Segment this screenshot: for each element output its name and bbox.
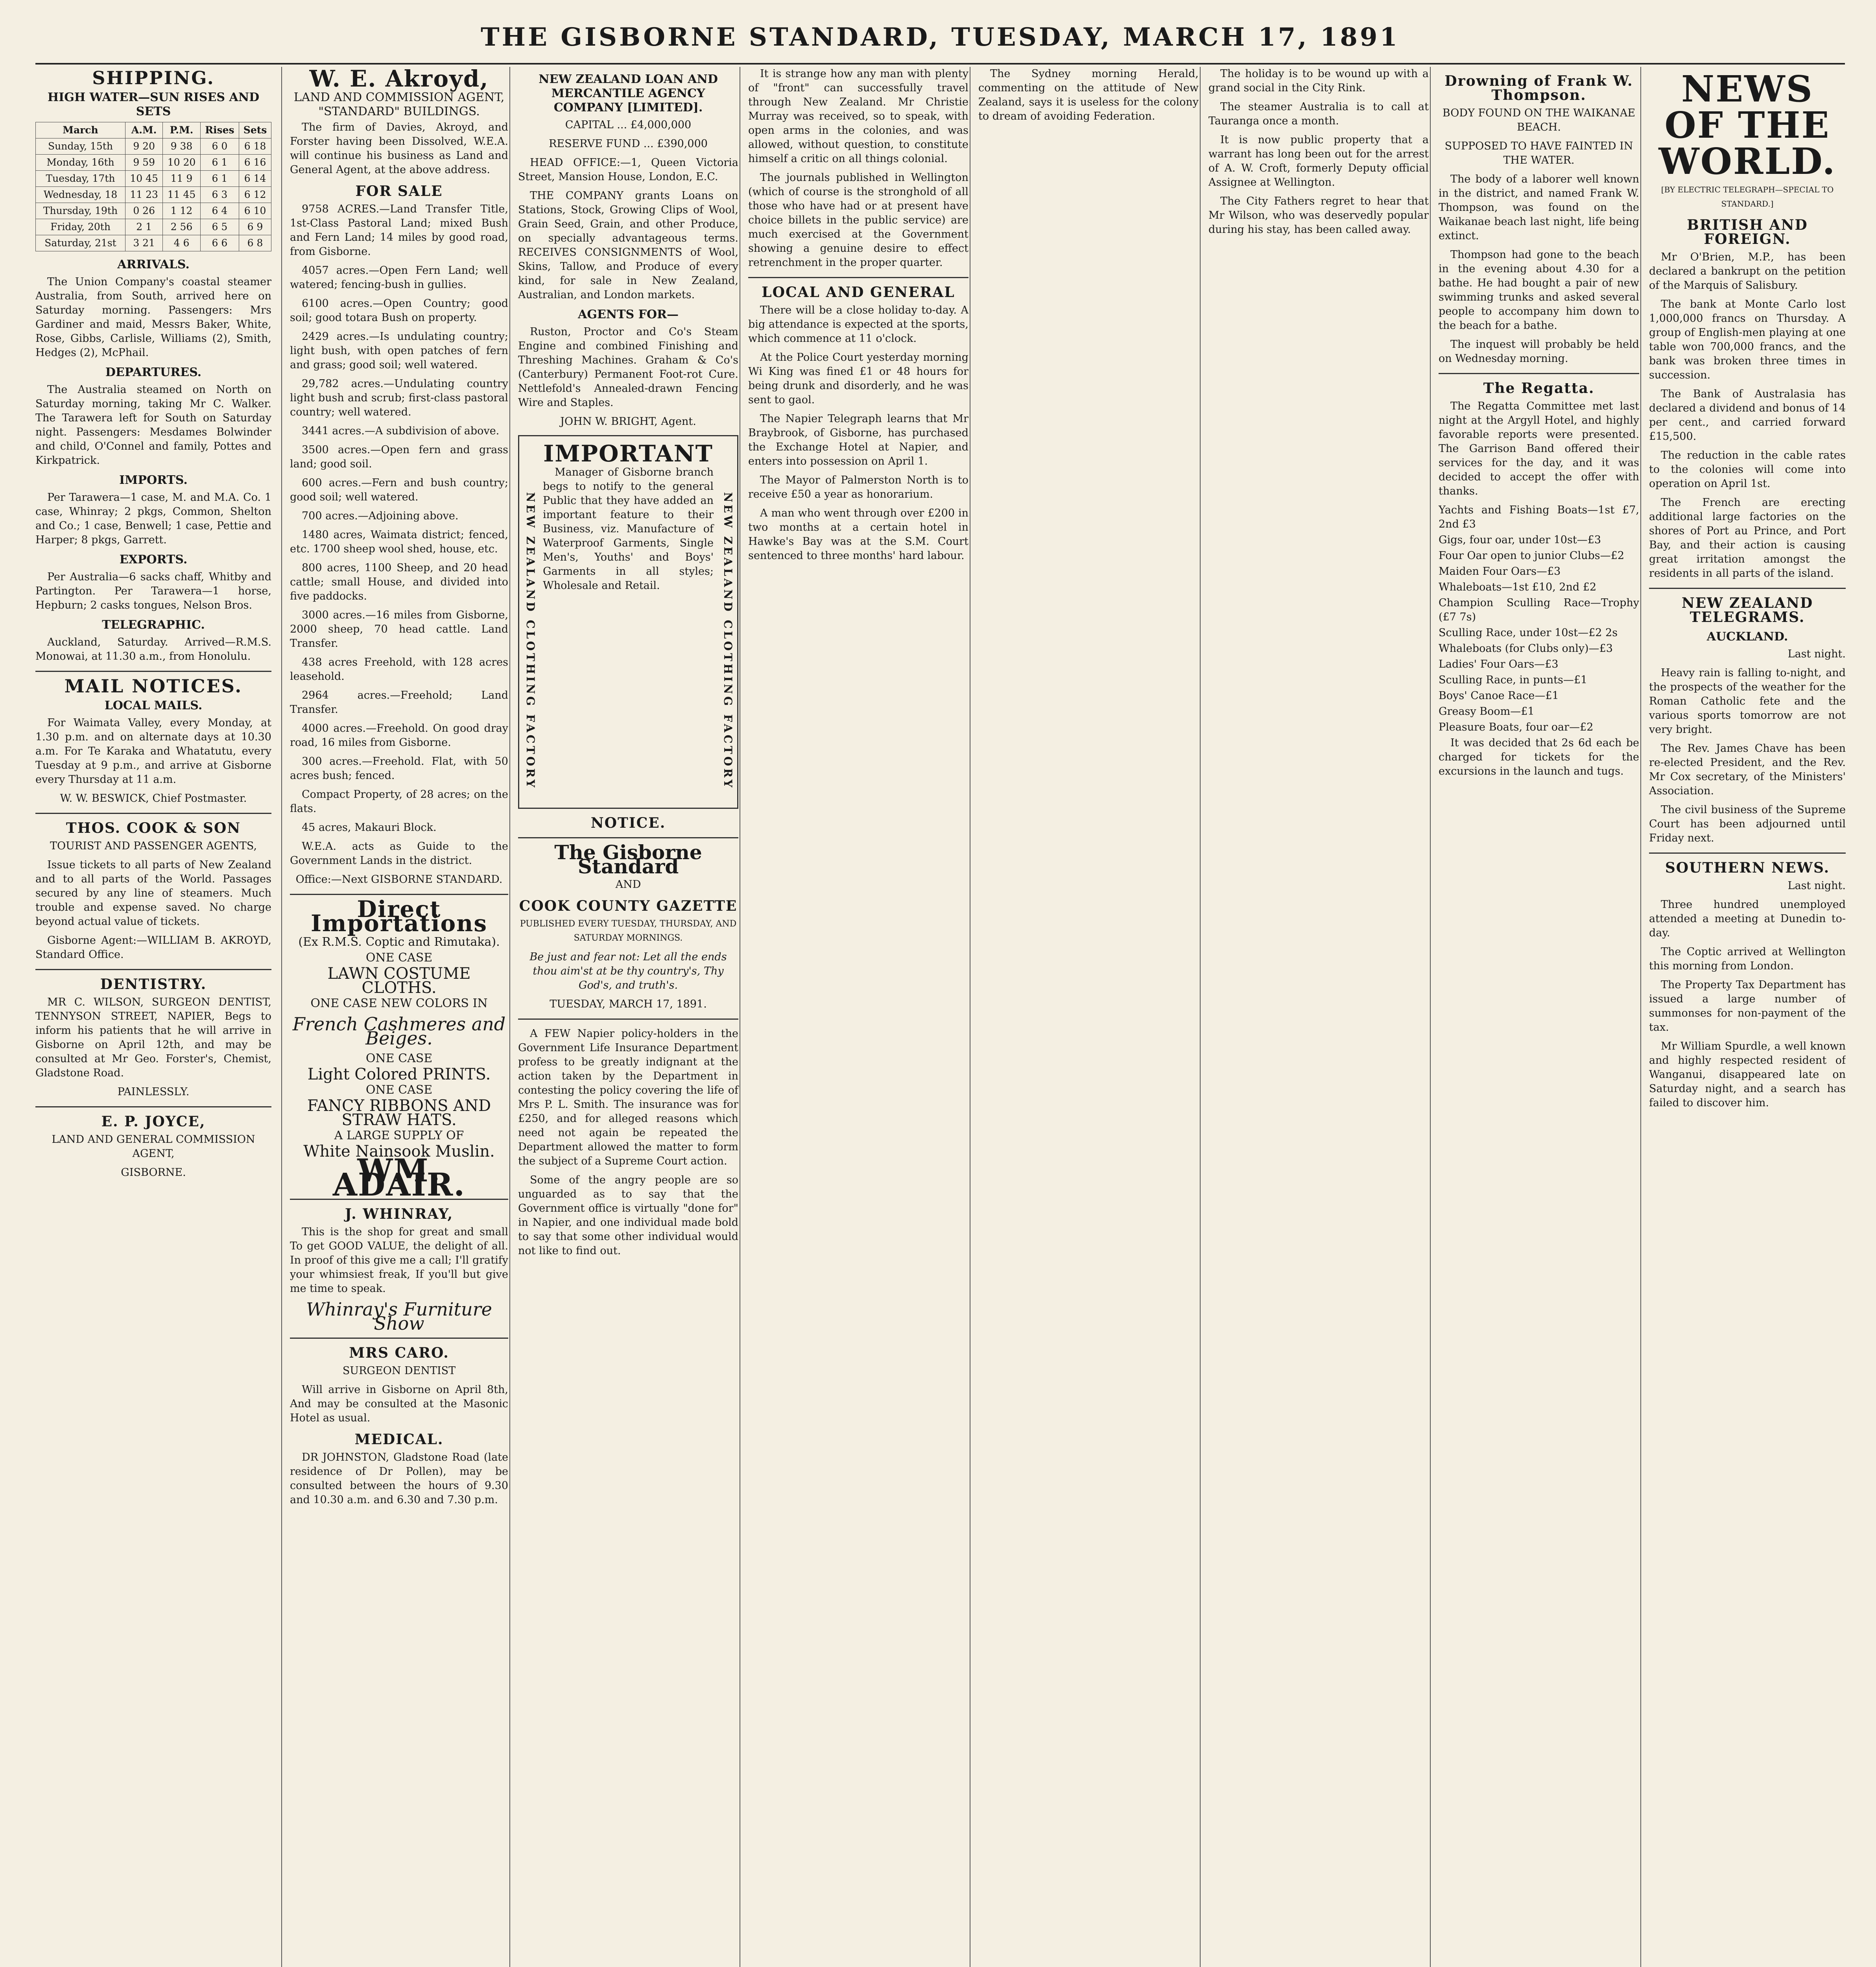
loan-heading: NEW ZEALAND LOAN AND MERCANTILE AGENCY COMPANY [LIMITED]. (539, 72, 718, 114)
tides-row (36, 138, 271, 155)
auckland-date: Last night. (1787, 648, 1846, 660)
loan-text: THE COMPANY grants Loans on Stations, Stock, Growing Clips of Wool, Grain Seed, Grain, and other Produce, on specially advantageous terms. RECEIVES CONSIGNMENTS of Wool, Skins, Tallow, and Produce of every kind, for sale in New Zealand, Australian, and London markets. (518, 190, 738, 301)
caro-heading: MRS CARO. (349, 1345, 449, 1361)
divider (35, 671, 271, 672)
sale-listing: 2964 acres.—Freehold; Land Transfer. (290, 689, 508, 716)
sale-listing: 45 acres, Makauri Block. (302, 821, 437, 834)
mail-sub: LOCAL MAILS. (104, 699, 203, 712)
merchant-name: WM. ADAIR. (332, 1152, 466, 1203)
joyce-heading: E. P. JOYCE, (101, 1113, 206, 1130)
local-item: The Mayor of Palmerston North is to receive £50 a year as honorarium. (748, 474, 968, 500)
tides-cell: Saturday, 21st (36, 235, 125, 251)
divider (290, 894, 508, 895)
tides-cell: Wednesday, 18 (36, 187, 125, 203)
column-6 (1200, 67, 1437, 1967)
whinray-tag: Whinray's Furniture Show (306, 1299, 492, 1334)
importations-line: Light Colored PRINTS. (307, 1065, 491, 1083)
importations-line: ONE CASE (365, 951, 433, 965)
tides-cell: 9 38 (163, 138, 200, 155)
british-item: The reduction in the cable rates to the colonies will come into operation on April 1st. (1649, 449, 1846, 490)
british-item: The bank at Monte Carlo lost 1,000,000 francs on Thursday. A group of English-men playing at one table won 700,000 francs, and the bank was broken three times in succession. (1649, 298, 1846, 381)
british-heading: BRITISH AND FOREIGN. (1687, 217, 1808, 247)
cook-text: Issue tickets to all parts of New Zealand and to all parts of the World. Passages secured by any line of steamers. Much trouble and expense saved. No charge beyond actual value of tickets. (35, 859, 271, 928)
exports-text: Per Australia—6 sacks chaff, Whitby and Partington. Per Tarawera—1 horse, Hepburn; 2 casks tongues, Nelson Bros. (35, 571, 271, 611)
regatta-prize: Gigs, four oar, under 10st—£3 (1439, 534, 1601, 546)
tides-col: Rises (200, 122, 239, 138)
tides-row (36, 187, 271, 203)
for-sale-heading: FOR SALE (355, 183, 443, 199)
tides-row (36, 155, 271, 171)
drowning-paragraph: The inquest will probably be held on Wednesday morning. (1439, 338, 1639, 365)
divider (290, 1338, 508, 1339)
local-item: At the Police Court yesterday morning Wi King was fined £1 or 48 hours for being drunk and disorderly, and he was sent to gaol. (748, 351, 968, 406)
agents-heading: AGENTS FOR— (578, 308, 679, 321)
tides-col: Sets (239, 122, 271, 138)
medical-text: DR JOHNSTON, Gladstone Road (late residence of Dr Pollen), may be consulted between the hours of 9.30 and 10.30 a.m. and 6.30 and 7.30 p.m. (290, 1451, 508, 1506)
sale-listing: 600 acres.—Fern and bush country; good soil; well watered. (290, 477, 508, 503)
imports-heading: IMPORTS. (119, 473, 188, 487)
southern-item: Mr William Spurdle, a well known and highly respected resident of Wanganui, disappeared late on Saturday night, and a search has failed to discover him. (1649, 1040, 1846, 1109)
sale-listing: 438 acres Freehold, with 128 acres leasehold. (290, 656, 508, 683)
standard-and: AND (615, 878, 641, 891)
tides-col: March (36, 122, 125, 138)
loan-capital: CAPITAL ... £4,000,000 (565, 119, 692, 131)
southern-date: Last night. (1787, 880, 1846, 892)
regatta-prize: Ladies' Four Oars—£3 (1439, 658, 1559, 670)
regatta-prizes (1439, 503, 1639, 734)
sale-listing: 4057 acres.—Open Fern Land; well watered; fencing-bush in gullies. (290, 264, 508, 291)
mail-text: For Waimata Valley, every Monday, at 1.30 p.m. and on alternate days at 10.30 a.m. For Te Karaka and Whatatutu, every Tuesday at 9 p.m., and arrive at Gisborne every Thursday at 11 a.m. (35, 717, 271, 786)
tides-cell: 6 12 (239, 187, 271, 203)
tides-heading: HIGH WATER—SUN RISES AND SETS (47, 90, 260, 118)
regatta-prize: Yachts and Fishing Boats—1st £7, 2nd £3 (1439, 504, 1639, 530)
local-item: A man who went through over £200 in two months at a certain hotel in Hawke's Bay was at the S.M. Court sentenced to three months' hard labour. (748, 507, 968, 562)
tides-cell: 6 9 (239, 219, 271, 235)
tides-cell: 10 20 (163, 155, 200, 171)
sale-listing: 300 acres.—Freehold. Flat, with 50 acres bush; fenced. (290, 755, 508, 782)
local-item: It is now public property that a warrant has long been out for the arrest of A. W. Croft, formerly Deputy official Assignee at Wellington. (1208, 134, 1429, 188)
regatta-prize: Sculling Race, in punts—£1 (1439, 674, 1588, 686)
tides-cell: 6 6 (200, 235, 239, 251)
british-item: The Bank of Australasia has declared a dividend and bonus of 14 per cent., and carried forward £15,500. (1649, 388, 1846, 443)
divider (518, 837, 738, 838)
departures-text: The Australia steamed on North on Saturday morning, taking Mr C. Walker. The Tarawera left for South on Saturday night. Passengers: Mesdames Bolwinder and child, O'Connel and family, Pottes and Kirkpatrick. (35, 384, 271, 467)
akroyd-office: Office:—Next GISBORNE STANDARD. (295, 873, 503, 886)
local-item: The City Fathers regret to hear that Mr Wilson, who was deservedly popular during his stay, has been called away. (1208, 195, 1429, 236)
columns (35, 67, 1845, 1967)
regatta-prize: Maiden Four Oars—£3 (1439, 565, 1561, 578)
important-heading: IMPORTANT (543, 440, 713, 467)
local-item: The Napier Telegraph learns that Mr Braybrook, of Gisborne, has purchased the Exchange Hotel at Napier, and enters into possession on April 1. (748, 413, 968, 467)
tides-cell: 6 1 (200, 171, 239, 187)
sale-listing: 3441 acres.—A subdivision of above. (302, 425, 500, 437)
akroyd-sub: LAND AND COMMISSION AGENT, "STANDARD" BUILDINGS. (293, 90, 505, 118)
sale-listing: 700 acres.—Adjoining above. (302, 510, 459, 522)
standard-sub: COOK COUNTY GAZETTE (519, 898, 738, 914)
standard-name: The Gisborne Standard (554, 841, 702, 878)
tides-cell: 9 20 (125, 138, 162, 155)
column-3 (509, 67, 746, 1967)
shipping-heading: SHIPPING. (92, 67, 215, 89)
divider (1649, 852, 1846, 854)
divider (35, 813, 271, 814)
importations-line: LAWN COSTUME CLOTHS. (327, 965, 471, 997)
column-5 (970, 67, 1206, 1967)
tides-cell: 6 14 (239, 171, 271, 187)
southern-heading: SOUTHERN NEWS. (1665, 860, 1830, 876)
standard-motto: Be just and fear not: Let all the ends thou aim'st at be thy country's, Thy God's, and truth's. (529, 951, 727, 991)
joyce-sub: LAND AND GENERAL COMMISSION AGENT, (52, 1133, 255, 1160)
local-item: The Sydney morning Herald, commenting on the attitude of New Zealand, says it is useless for the colony to dream of avoiding Federation. (978, 68, 1199, 122)
world-sub: [BY ELECTRIC TELEGRAPH—SPECIAL TO STANDARD.] (1661, 185, 1834, 209)
loan-signed: JOHN W. BRIGHT, Agent. (560, 415, 696, 428)
tides-cell: Tuesday, 17th (36, 171, 125, 187)
drowning-paragraph: Thompson had gone to the beach in the evening about 4.30 for a bathe. He had bought a pair of new swimming trunks and asked several people to accompany him down to the beach for a bathe. (1439, 249, 1639, 332)
importations-line: ONE CASE (365, 1083, 433, 1097)
arrivals-text: The Union Company's coastal steamer Australia, from South, arrived here on Saturday morning. Passengers: Mrs Gardiner and maid, Messrs Baker, White, Rose, Gibbs, Carlisle, Williams (2), Smith, Hedges (2), McPhail. (35, 276, 271, 359)
regatta-prize: Boys' Canoe Race—£1 (1439, 690, 1559, 702)
regatta-prize: Pleasure Boats, four oar—£2 (1439, 721, 1594, 733)
loan-reserve: RESERVE FUND ... £390,000 (549, 138, 708, 150)
tides-cell: 9 59 (125, 155, 162, 171)
importations-line: A LARGE SUPPLY OF (334, 1129, 464, 1142)
dentistry-tag: PAINLESSLY. (117, 1086, 190, 1098)
tides-cell: 1 12 (163, 203, 200, 219)
southern-item: Three hundred unemployed attended a meeting at Dunedin to-day. (1649, 899, 1846, 939)
tides-row (36, 219, 271, 235)
caro-text: Will arrive in Gisborne on April 8th, And may be consulted at the Masonic Hotel as usual. (290, 1384, 508, 1424)
drowning-sub: BODY FOUND ON THE WAIKANAE BEACH. (1442, 107, 1636, 133)
tides-row (36, 171, 271, 187)
column-1 (35, 67, 279, 1967)
importations-sub: (Ex R.M.S. Coptic and Rimutaka). (298, 935, 500, 949)
tides-cell: 11 23 (125, 187, 162, 203)
capital-label: CAPITAL (565, 119, 614, 131)
leader-paragraph: A FEW Napier policy-holders in the Government Life Insurance Department profess to be greatly indignant at the action taken by the Department in contesting the policy covering the life of Mrs P. L. Smith. The insurance was for £250, and for alleged reasons which need not again be repeated the Department allowed the matter to form the subject of a Supreme Court action. (518, 1028, 738, 1167)
tides-cell: 11 9 (163, 171, 200, 187)
importations-heading: Direct Importations (310, 896, 487, 937)
whinray-text: This is the shop for great and small To get GOOD VALUE, the delight of all. In proof of this give me a call; I'll gratify your whimsiest freak, If you'll but give me time to speak. (290, 1226, 508, 1295)
masthead (35, 16, 1845, 65)
leader-paragraph: The journals published in Wellington (which of course is the stronghold of all those who have had or at present have choice billets in the public service) are much exercised at the Government showing a genuine desire to effect retrenchment in the proper quarter. (748, 172, 968, 269)
auckland-item: The Rev. James Chave has been re-elected President, and the Rev. Mr Cox secretary, of the Ministers' Association. (1649, 742, 1846, 797)
auckland-heading: AUCKLAND. (1706, 630, 1788, 644)
auckland-item: Heavy rain is falling to-night, and the prospects of the weather for the Roman Catholic fete and the various sports tomorrow are not very bright. (1649, 667, 1846, 736)
notice-heading: NOTICE. (590, 815, 666, 831)
tides-row (36, 203, 271, 219)
tides-cell: 2 56 (163, 219, 200, 235)
side-label-left: NEW ZEALAND CLOTHING FACTORY (524, 492, 537, 790)
tides-cell: 6 3 (200, 187, 239, 203)
regatta-prize: Four Oar open to junior Clubs—£2 (1439, 550, 1624, 562)
sale-listing: 1480 acres, Waimata district; fenced, etc. 1700 sheep wool shed, house, etc. (290, 529, 508, 555)
page-title: THE GISBORNE STANDARD, TUESDAY, MARCH 17, 1891 (481, 22, 1400, 52)
leader-paragraph: It is strange how any man with plenty of "front" can successfully travel through New Zealand. Mr Christie Murray was received, so to speak, with open arms in the colonies, and was allowed, without question, to constitute himself a critic on all things colonial. (748, 68, 968, 165)
tides-cell: Friday, 20th (36, 219, 125, 235)
tides-table (35, 122, 271, 251)
standard-pub: PUBLISHED EVERY TUESDAY, THURSDAY, AND SATURDAY MORNINGS. (520, 919, 737, 943)
sale-listing: 2429 acres.—Is undulating country; light bush, with open patches of fern and grass; good soil; well watered. (290, 330, 508, 371)
sale-listing: 3500 acres.—Open fern and grass land; good soil. (290, 444, 508, 470)
tides-cell: 6 16 (239, 155, 271, 171)
regatta-prize: Whaleboats—1st £10, 2nd £2 (1439, 581, 1597, 593)
nz-heading: NEW ZEALAND TELEGRAMS. (1681, 595, 1813, 626)
regatta-prize: Sculling Race, under 10st—£2 2s (1439, 627, 1618, 639)
tides-cell: Monday, 16th (36, 155, 125, 171)
tides-cell: 6 0 (200, 138, 239, 155)
sale-listing: 4000 acres.—Freehold. On good dray road, 16 miles from Gisborne. (290, 722, 508, 749)
joyce-town: GISBORNE. (121, 1166, 186, 1179)
tides-cell: 11 45 (163, 187, 200, 203)
sale-listings (290, 202, 508, 835)
importations-line: French Cashmeres and Beiges. (292, 1013, 506, 1049)
cook-agent: Gisborne Agent:—WILLIAM B. AKROYD, Standard Office. (35, 934, 271, 961)
regatta-text: The Regatta Committee met last night at the Argyll Hotel, and highly favorable reports were presented. The Garrison Band offered their services for the day, and it was decided to accept the offer with thanks. (1439, 400, 1639, 497)
tides-cell: 6 18 (239, 138, 271, 155)
tides-cell: 6 4 (200, 203, 239, 219)
drowning-paragraph: The body of a laborer well known in the district, and named Frank W. Thompson, was found on the Waikanae beach last night, life being extinct. (1439, 173, 1639, 242)
mail-heading: MAIL NOTICES. (64, 675, 243, 697)
regatta-prize: Whaleboats (for Clubs only)—£3 (1439, 642, 1613, 655)
tides-body (36, 138, 271, 251)
tides-cell: 6 10 (239, 203, 271, 219)
sale-listing: 800 acres, 1100 Sheep, and 20 head cattle; small House, and divided into five paddocks. (290, 562, 508, 602)
sale-listing: 29,782 acres.—Undulating country light bush and scrub; first-class pastoral country; well watered. (290, 378, 508, 418)
standard-date: TUESDAY, MARCH 17, 1891. (550, 998, 707, 1010)
side-label-right: NEW ZEALAND CLOTHING FACTORY (721, 492, 734, 790)
dentistry-heading: DENTISTRY. (100, 976, 207, 993)
regatta-prize: Champion Sculling Race—Trophy (£7 7s) (1439, 597, 1639, 623)
southern-item: The Coptic arrived at Wellington this morning from London. (1649, 946, 1846, 972)
loan-head-office: HEAD OFFICE:—1, Queen Victoria Street, Mansion House, London, E.C. (518, 157, 738, 183)
agents-text: Ruston, Proctor and Co's Steam Engine and combined Finishing and Threshing Machines. Graham & Co's (Canterbury) Permanent Foot-rot Cure. Nettlefold's Annealed-drawn Fencing Wire and Staples. (518, 326, 738, 409)
drowning-sub: SUPPOSED TO HAVE FAINTED IN THE WATER. (1444, 140, 1633, 166)
departures-heading: DEPARTURES. (105, 365, 202, 379)
reserve-value: £390,000 (657, 138, 708, 150)
arrivals-heading: ARRIVALS. (117, 258, 190, 271)
divider (35, 1106, 271, 1107)
sale-listing: 3000 acres.—16 miles from Gisborne, 2000 sheep, 70 head cattle. Land Transfer. (290, 609, 508, 650)
divider (748, 277, 968, 278)
leader-paragraph: Some of the angry people are so unguarded as to say that the Government office is virtually "done for" in Napier, and one individual made bold to say that some other individual would not like to find out. (518, 1174, 738, 1257)
regatta-prize: Greasy Boom—£1 (1439, 705, 1535, 718)
sale-listing: 6100 acres.—Open Country; good soil; good totara Bush on property. (290, 297, 508, 324)
whinray-heading: J. WHINRAY, (345, 1206, 454, 1222)
divider (518, 1019, 738, 1020)
reserve-label: RESERVE FUND (549, 138, 640, 150)
medical-heading: MEDICAL. (354, 1431, 444, 1448)
british-item: Mr O'Brien, M.P., has been declared a bankrupt on the petition of the Marquis of Salisbury. (1649, 251, 1846, 292)
divider (1649, 588, 1846, 589)
important-text: Manager of Gisborne branch begs to notify to the general Public that they have added an important feature to their Business, viz. Manufacture of Waterproof Garments, Single Men's, Youths' and Boys' Garments in all styles; Wholesale and Retail. (543, 466, 714, 592)
capital-value: £4,000,000 (630, 119, 692, 131)
tides-col: A.M. (125, 122, 162, 138)
cook-heading: THOS. COOK & SON (66, 820, 241, 836)
auckland-item: The civil business of the Supreme Court has been adjourned until Friday next. (1649, 804, 1846, 844)
tides-cell: 3 21 (125, 235, 162, 251)
akroyd-text: The firm of Davies, Akroyd, and Forster having been Dissolved, W.E.A. will continue his business as Land and General Agent, at the above address. (290, 121, 508, 176)
column-4 (740, 67, 976, 1967)
regatta-heading: The Regatta. (1483, 380, 1595, 397)
tides-cell: 2 1 (125, 219, 162, 235)
akroyd-heading: W. E. Akroyd, (309, 67, 489, 92)
mail-signed: W. W. BESWICK, Chief Postmaster. (60, 792, 247, 805)
tides-col: P.M. (163, 122, 200, 138)
column-8 (1640, 67, 1846, 1967)
telegraphic-heading: TELEGRAPHIC. (102, 618, 205, 632)
tides-cell: 6 1 (200, 155, 239, 171)
spacer (543, 598, 714, 802)
british-item: The French are erecting additional large factories on the shores of Port au Prince, and Port Bay, and their action is causing great irritation amongst the residents in all parts of the island. (1649, 496, 1846, 579)
tides-cell: Sunday, 15th (36, 138, 125, 155)
dentistry-text: MR C. WILSON, SURGEON DENTIST, TENNYSON STREET, NAPIER, Begs to inform his patients that he will arrive in Gisborne on April 12th, and may be consulted at Mr Geo. Forster's, Chemist, Gladstone Road. (35, 996, 271, 1079)
divider (1439, 373, 1639, 374)
newspaper-page (35, 16, 1845, 1967)
cook-sub: TOURIST AND PASSENGER AGENTS, (50, 840, 257, 852)
local-item: There will be a close holiday to-day. A big attendance is expected at the sports, which commence at 11 o'clock. (748, 304, 968, 345)
tides-row (36, 235, 271, 251)
tides-cell: 0 26 (125, 203, 162, 219)
imports-text: Per Tarawera—1 case, M. and M.A. Co. 1 case, Whinray; 2 pkgs, Common, Shelton and Co.; 1 case, Benwell; 1 case, Pettie and Harper; 8 pkgs, Garrett. (35, 491, 271, 546)
importations-line: FANCY RIBBONS AND STRAW HATS. (307, 1097, 491, 1129)
importations-line: ONE CASE NEW COLORS IN (310, 996, 488, 1010)
importations-line: White Nainsook Muslin. (303, 1142, 495, 1161)
tides-cell: Thursday, 19th (36, 203, 125, 219)
tides-cell: 6 5 (200, 219, 239, 235)
tides-cell: 10 45 (125, 171, 162, 187)
caro-sub: SURGEON DENTIST (342, 1365, 456, 1377)
sale-listing: Compact Property, of 28 acres; on the flats. (290, 788, 508, 815)
importations-line: ONE CASE (365, 1052, 433, 1065)
local-item: The holiday is to be wound up with a grand social in the City Rink. (1208, 68, 1429, 94)
southern-item: The Property Tax Department has issued a large number of summonses for non-payment of the tax. (1649, 979, 1846, 1033)
tides-cell: 4 6 (163, 235, 200, 251)
divider (35, 969, 271, 970)
akroyd-footer: W.E.A. acts as Guide to the Government Lands in the district. (290, 840, 508, 867)
column-2 (281, 67, 516, 1967)
sale-listing: 9758 ACRES.—Land Transfer Title, 1st-Class Pastoral Land; mixed Bush and Fern Land; 14 miles by good road, from Gisborne. (290, 203, 508, 258)
telegraphic-text: Auckland, Saturday. Arrived—R.M.S. Monowai, at 11.30 a.m., from Honolulu. (35, 636, 271, 662)
tides-cell: 6 8 (239, 235, 271, 251)
tides-header-row (36, 122, 271, 138)
world-heading: NEWS OF THE WORLD. (1658, 68, 1836, 183)
local-heading: LOCAL AND GENERAL (762, 284, 955, 301)
regatta-close: It was decided that 2s 6d each be charged for tickets for the excursions in the launch and tugs. (1439, 737, 1639, 777)
important-advert (518, 435, 738, 809)
exports-heading: EXPORTS. (119, 553, 188, 566)
column-7 (1430, 67, 1647, 1967)
local-item: The steamer Australia is to call at Tauranga once a month. (1208, 101, 1429, 127)
drowning-heading: Drowning of Frank W. Thompson. (1444, 73, 1633, 103)
